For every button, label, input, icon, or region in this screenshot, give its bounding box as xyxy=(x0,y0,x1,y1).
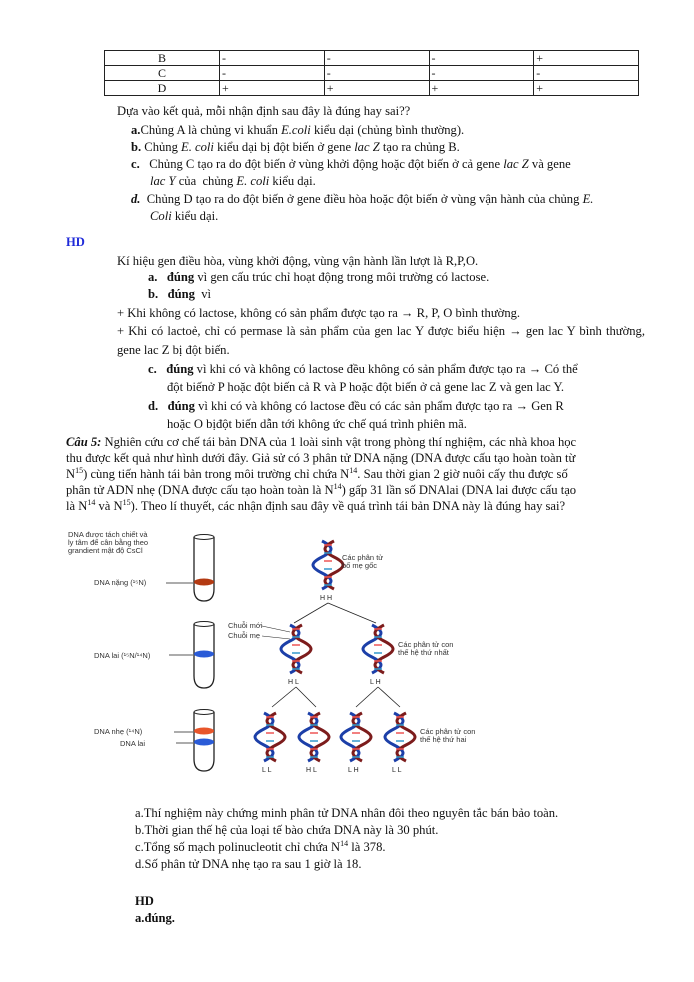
result-table xyxy=(104,50,639,96)
hd1-c xyxy=(148,361,578,378)
tube-light xyxy=(174,710,214,772)
intro-text: Dựa vào kết quả, mỗi nhận định sau đây là đúng hay sai?? xyxy=(117,104,411,118)
q5-sup: 14 xyxy=(87,497,96,507)
hd1-d-label: d. xyxy=(148,399,159,413)
q5-c-post: là 378. xyxy=(348,840,386,854)
hd1-d-rest1: vì khi có và không có lactose đều có các sản phẩm được tạo ra → Gen R xyxy=(198,399,564,413)
result-cell: - xyxy=(429,66,534,81)
helix-parent xyxy=(313,541,343,589)
label-bottom-4: L L xyxy=(392,767,402,774)
hd1-a-rest: vì gen cấu trúc chỉ hoạt động trong môi trường có lactose. xyxy=(197,270,490,284)
hd1-d-word: đúng xyxy=(167,399,195,413)
q5-t3b: ) cùng tiến hành tái bản trong môi trường chỉ chứa N xyxy=(83,467,350,481)
q1-option-d-cont: Coli kiểu dại. xyxy=(150,209,219,223)
q5-option-a: a.Thí nghiệm này chứng minh phân tử DNA nhân đôi theo nguyên tắc bán bảo toàn. xyxy=(135,806,559,820)
label-bottom-3: L H xyxy=(348,767,359,774)
q5-sup: 14 xyxy=(349,465,358,475)
q5-option-c xyxy=(135,839,386,856)
q5-t5b: và N xyxy=(95,499,123,513)
q5-line1 xyxy=(66,434,646,451)
result-cell: + xyxy=(324,81,429,96)
hd1-d-rest2: hoặc O bịđột biến dẫn tới không ức chế quá trình phiên mã. xyxy=(167,417,467,431)
hd1-c-word: đúng xyxy=(166,362,194,376)
table-row xyxy=(105,51,639,66)
result-cell: - xyxy=(429,51,534,66)
hd1-c-rest1: vì khi có và không có lactose đều không có sản phẩm được tạo ra → Có thể xyxy=(196,362,578,376)
q5-sup: 15 xyxy=(122,497,131,507)
hd1-p1: + Khi không có lactose, không có sản phẩm được tạo ra → R, P, O bình thường. xyxy=(117,306,521,320)
hd1-line1: Kí hiệu gen điều hòa, vùng khởi động, vùng vận hành lần lượt là R,P,O. xyxy=(117,254,479,268)
label-parent-1: Các phân tử xyxy=(342,553,384,562)
label-light: DNA nhẹ (¹⁴N) xyxy=(94,727,143,736)
q5-option-b: b.Thời gian thế hệ của loại tế bào chứa DNA này là 30 phút. xyxy=(135,823,439,837)
label-lh: L H xyxy=(370,679,381,686)
hd2-answer: a.đúng. xyxy=(135,911,175,925)
result-cell: + xyxy=(534,81,639,96)
q5-label: Câu 5: xyxy=(66,435,102,449)
label-gen2-a: Các phân tử con xyxy=(420,727,476,736)
q5-t4a: phân tử ADN nhẹ (DNA được cấu tạo hoàn toàn là N xyxy=(66,483,334,497)
hd1-b-word: đúng xyxy=(167,287,195,301)
strain-cell: B xyxy=(105,51,220,66)
q5-c-pre: c.Tổng số mạch polinucleotit chỉ chứa N xyxy=(135,840,341,854)
strain-cell: C xyxy=(105,66,220,81)
label-gen1-a: Các phân tử con xyxy=(398,640,454,649)
q5-line5 xyxy=(66,498,565,515)
q5-line2: thu được kết quả như hình dưới đây. Giả sử có 3 phân tử DNA nặng (DNA được cấu tạo hoàn toàn từ xyxy=(66,451,576,465)
result-cell: + xyxy=(220,81,325,96)
q5-t5c: ). Theo lí thuyết, các nhận định sau đây về quá trình tái bản DNA này là đúng hay sai? xyxy=(130,499,566,513)
q1-option-b: b. Chủng E. coli kiểu dại bị đột biến ở gene lac Z tạo ra chủng B. xyxy=(131,140,460,154)
band-light xyxy=(194,728,214,735)
band-hybrid-2 xyxy=(194,739,214,746)
helix-gen1-left xyxy=(281,625,311,673)
result-cell: - xyxy=(220,66,325,81)
q5-c-sup: 14 xyxy=(340,838,349,848)
hd-label-2: HD xyxy=(135,894,154,908)
table-row xyxy=(105,66,639,81)
q5-line3 xyxy=(66,466,568,483)
hd1-a xyxy=(148,269,489,286)
fig-note3: grandient mật độ CsCl xyxy=(68,546,143,555)
q5-t4b: ) gấp 31 lần số DNAlai (DNA lai được cấu tạo xyxy=(341,483,577,497)
hd1-d xyxy=(148,398,564,415)
hd1-a-label: a. xyxy=(148,270,158,284)
result-cell: - xyxy=(220,51,325,66)
result-cell: - xyxy=(324,66,429,81)
helix-gen2-2 xyxy=(299,713,329,761)
q1-option-d: d. Chủng D tạo ra do đột biến ở gene điều hòa hoặc đột biến ở vùng vận hành của chủng E. xyxy=(131,192,594,206)
q5-option-d: d.Số phân tử DNA nhẹ tạo ra sau 1 giờ là 18. xyxy=(135,857,362,871)
label-bottom-2: H L xyxy=(306,767,317,774)
label-parent-2: bố mẹ gốc xyxy=(342,561,378,570)
table-row xyxy=(105,81,639,96)
q5-t5a: là N xyxy=(66,499,88,513)
result-cell: - xyxy=(534,66,639,81)
q1-option-c: c. Chủng C tạo ra do đột biến ở vùng khởi động hoặc đột biến ở cả gene lac Z và gene xyxy=(131,157,571,171)
helix-gen2-3 xyxy=(341,713,371,761)
fig-note1: DNA được tách chiết và xyxy=(68,530,148,539)
label-gen2-b: thế hệ thứ hai xyxy=(420,735,467,744)
hd-label-1: HD xyxy=(66,235,85,249)
hd1-a-word: đúng xyxy=(166,270,195,284)
helix-gen1-right xyxy=(363,625,393,673)
hd1-b xyxy=(148,286,211,303)
dna-replication-figure xyxy=(66,527,506,775)
result-cell: + xyxy=(429,81,534,96)
fig-note2: ly tâm để cân bằng theo xyxy=(68,538,149,547)
label-hybrid-2: DNA lai xyxy=(120,739,146,748)
label-gen1-b: thế hệ thứ nhất xyxy=(398,648,449,657)
hd1-c-rest2: đột biếnở P hoặc đột biến cả R và P hoặc đột biến ở cả gene lac Z và gen lac Y. xyxy=(167,380,565,394)
helix-gen2-4 xyxy=(385,713,415,761)
band-heavy xyxy=(194,579,214,586)
q5-sup: 14 xyxy=(333,481,342,491)
q1-option-a: a.Chủng A là chủng vi khuẩn E.coli kiểu dại (chủng bình thường). xyxy=(131,123,465,137)
helix-gen2-1 xyxy=(255,713,285,761)
q5-line4 xyxy=(66,482,576,499)
band-hybrid xyxy=(194,651,214,658)
label-new-strand: Chuỗi mới xyxy=(228,621,263,630)
q5-text1: Nghiên cứu cơ chế tái bản DNA của 1 loài sinh vật trong phòng thí nghiệm, các nhà khoa học xyxy=(104,435,577,449)
hd1-b-rest: vì xyxy=(201,287,212,301)
q5-t3a: N xyxy=(66,467,76,481)
strain-cell: D xyxy=(105,81,220,96)
label-heavy: DNA nặng (¹⁵N) xyxy=(94,578,147,587)
label-hybrid: DNA lai (¹⁵N/¹⁴N) xyxy=(94,651,151,660)
hd1-c-label: c. xyxy=(148,362,157,376)
label-hl: H L xyxy=(288,679,299,686)
hd1-p2: + Khi có lactoẻ, chỉ có permase là sản phẩm của gen lac Y được biểu hiện → gen lac Y bình thường, gene lac Z bị đột biến. xyxy=(117,324,645,357)
label-hh: H H xyxy=(320,595,333,602)
result-cell: - xyxy=(324,51,429,66)
hd1-b-label: b. xyxy=(148,287,159,301)
result-cell: + xyxy=(534,51,639,66)
label-old-strand: Chuỗi mẹ xyxy=(228,631,261,640)
tube-hybrid xyxy=(169,622,214,689)
label-bottom-1: L L xyxy=(262,767,272,774)
tube-heavy xyxy=(166,535,214,602)
q5-sup: 15 xyxy=(75,465,84,475)
q1-option-c-cont: lac Y của chủng E. coli kiểu dại. xyxy=(150,174,316,188)
q5-t3c: . Sau thời gian 2 giờ nuôi cấy thu được số xyxy=(357,467,568,481)
